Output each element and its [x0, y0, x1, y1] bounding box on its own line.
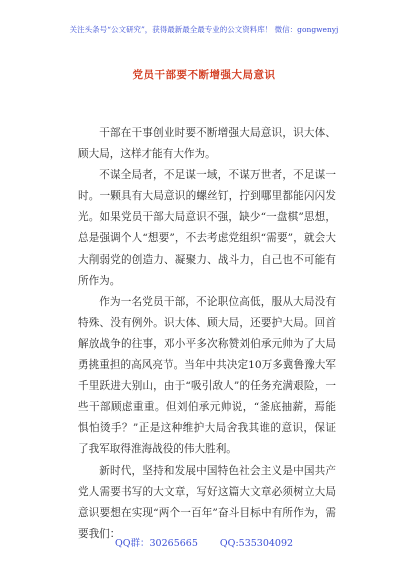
paragraph-overall-view: 不谋全局者，不足谋一域，不谋万世者，不足谋一时。一颗具有大局意识的螺丝钉，拧到哪里都能闪闪发光。如果党员干部大局意识不强，缺少“一盘棋”思想，总是强调个人“想要”，不去考虑党组织“需要”，就会大大削弱党的创造力、凝聚力、战斗力，自己也不可能有所作为。: [78, 169, 336, 287]
footer-contact: [0, 535, 408, 549]
footer-qq: QQ:535304092: [219, 538, 294, 549]
footer-qq-group: QQ群：30265665: [114, 538, 198, 549]
paragraph-new-era: 新时代，坚持和发展中国特色社会主义是中国共产党人需要书写的大文章，写好这篇大文章必须树立大局意识要想在实现“两个一百年”奋斗目标中有所作为，需要我们：: [78, 464, 336, 540]
document-title: 党员干部要不断增强大局意识: [132, 69, 276, 81]
paragraph-intro: 干部在干事创业时要不断增强大局意识，识大体、顾大局，这样才能有大作为。: [78, 127, 336, 161]
paragraph-historical-example: 作为一名党员干部，不论职位高低，服从大局没有特殊、没有例外。识大体、顾大局，还要护大局。回首解放战争的往事，邓小平多次称赞刘伯承元帅为了大局勇挑重担的高风亮节。当年中共决定10万多冀鲁豫大军千里跃进大别山，由于“吸引敌人”的任务充满艰险，一些干部顾虑重重。但刘伯承元帅说，“釜底抽薪，焉能惧怕烫手？”正是这种维护大局舍我其谁的意识，保证了我军取得淮海战役的伟大胜利。: [78, 295, 336, 456]
header-banner: 关注头条号“公文研究”，获得最新最全最专业的公文资料库！ 微信：gongwenyj: [69, 25, 339, 34]
document-body: [78, 123, 336, 545]
